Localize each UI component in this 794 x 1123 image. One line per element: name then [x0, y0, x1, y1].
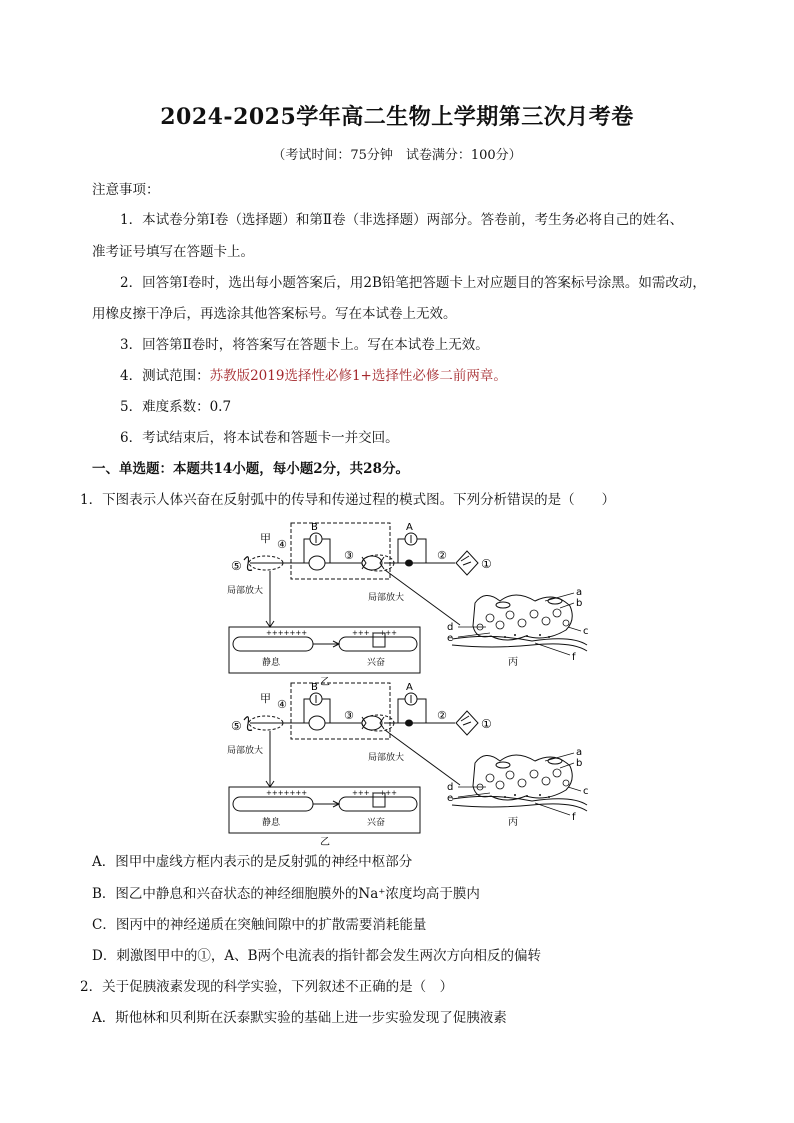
question-2-stem: 2．关于促胰液素发现的科学实验，下列叙述不正确的是（ ）: [80, 979, 454, 995]
question-1-stem: 1．下图表示人体兴奋在反射弧中的传导和传递过程的模式图。下列分析错误的是（ ）: [80, 492, 616, 508]
q1-option-d: D．刺激图甲中的①，A、B两个电流表的指针都会发生两次方向相反的偏转: [92, 948, 541, 964]
section-heading: 一、单选题：本题共14小题，每小题2分，共28分。: [92, 461, 409, 477]
note-1b: 准考证号填写在答题卡上。: [92, 244, 254, 260]
exam-title: 2024-2025学年高二生物上学期第三次月考卷: [160, 104, 634, 130]
q1-option-c: C．图丙中的神经递质在突触间隙中的扩散需要消耗能量: [92, 917, 427, 933]
note-2a: 2．回答第Ⅰ卷时，选出每小题答案后，用2B铅笔把答题卡上对应题目的答案标号涂黑。如需改动，: [120, 275, 706, 291]
note-1a: 1．本试卷分第Ⅰ卷（选择题）和第Ⅱ卷（非选择题）两部分。答卷前，考生务必将自己的姓名、: [120, 212, 684, 228]
note-6: 6．考试结束后，将本试卷和答题卡一并交回。: [120, 430, 399, 446]
exam-subtitle: （考试时间：75分钟 试卷满分：100分）: [272, 148, 522, 163]
note-4-prefix: 4．测试范围：: [120, 368, 210, 384]
note-3: 3．回答第Ⅱ卷时，将答案写在答题卡上。写在本试卷上无效。: [120, 337, 489, 353]
q1-option-a: A．图甲中虚线方框内表示的是反射弧的神经中枢部分: [92, 854, 413, 870]
q1-option-b: B．图乙中静息和兴奋状态的神经细胞膜外的Na⁺浓度均高于膜内: [92, 886, 480, 902]
note-4: [120, 364, 507, 384]
note-2b: 用橡皮擦干净后，再选涂其他答案标号。写在本试卷上无效。: [92, 306, 457, 322]
note-4-scope: 苏教版2019选择性必修1+选择性必修二前两章。: [209, 368, 507, 384]
notes-heading: 注意事项：: [92, 182, 160, 198]
q2-option-a: A．斯他林和贝利斯在沃泰默实验的基础上进一步实验发现了促胰液素: [92, 1010, 507, 1026]
note-5: 5．难度系数：0.7: [120, 399, 232, 415]
reflex-arc-figure: [0, 515, 794, 875]
